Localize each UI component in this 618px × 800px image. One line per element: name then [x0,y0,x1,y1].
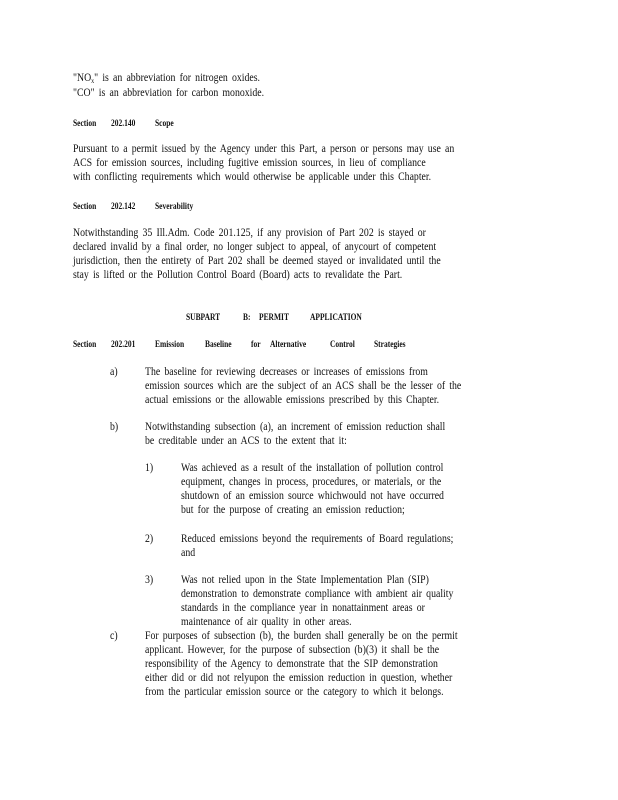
paragraph-line: stay is lifted or the Pollution Control Board (Board) acts to revalidate the Part. [73,269,403,281]
section-title: Severability [155,201,194,212]
subitem-line: standards in the compliance year in nonattainment areas or [181,602,425,614]
subitem-label: 3) [145,574,154,586]
item-label: a) [110,366,118,378]
subpart-letter: B: [243,312,251,323]
section-title-word: Control [330,339,355,350]
def-nox-subscript: x [91,77,95,85]
item-line: responsibility of the Agency to demonstrate that the SIP demonstration [145,658,438,670]
paragraph-line: with conflicting requirements which would otherwise be applicable under this Chapter. [73,171,432,183]
def-nox-text: " is an abbreviation for nitrogen oxides. [94,72,261,84]
section-number: 202.140 [111,118,136,129]
section-title-word: Emission [155,339,185,350]
section-title-word: for [251,339,261,350]
section-number: 202.201 [111,339,136,350]
item-line: Notwithstanding subsection (a), an increment of emission reduction shall [145,421,446,433]
item-line: actual emissions or the allowable emissions prescribed by this Chapter. [145,394,440,406]
item-line: applicant. However, for the purpose of subsection (b)(3) it shall be the [145,644,440,656]
subpart-title-word: PERMIT [259,312,289,323]
section-title-word: Baseline [205,339,232,350]
section-number: 202.142 [111,201,136,212]
subitem-line: and [181,547,196,559]
item-line: The baseline for reviewing decreases or increases of emissions from [145,366,428,378]
subitem-label: 2) [145,533,154,545]
def-nox-prefix: "NO [73,72,92,84]
subitem-label: 1) [145,462,154,474]
item-line: emission sources which are the subject of an ACS shall be the lesser of the [145,380,462,392]
def-co: "CO" is an abbreviation for carbon monoxide. [73,87,265,99]
subitem-line: Was not relied upon in the State Implementation Plan (SIP) [181,574,429,586]
item-label: c) [110,630,118,642]
paragraph-line: declared invalid by a final order, no longer subject to appeal, of anycourt of competent [73,241,437,253]
subitem-line: equipment, changes in process, procedures, or materials, or the [181,476,442,488]
item-label: b) [110,421,119,433]
item-line: For purposes of subsection (b), the burden shall generally be on the permit [145,630,458,642]
section-label: Section [73,118,97,129]
paragraph-line: jurisdiction, then the entirety of Part 202 shall be deemed stayed or invalidated until the [73,255,441,267]
subitem-line: maintenance of air quality in other areas. [181,616,352,628]
item-line: be creditable under an ACS to the extent that it: [145,435,347,447]
subitem-line: Was achieved as a result of the installation of pollution control [181,462,444,474]
subitem-line: demonstration to demonstrate compliance with ambient air quality [181,588,454,600]
subpart-title-word: APPLICATION [310,312,362,323]
subitem-line: shutdown of an emission source whichwould not have occurred [181,490,444,502]
section-title: Scope [155,118,174,129]
paragraph-line: ACS for emission sources, including fugitive emission sources, in lieu of compliance [73,157,426,169]
item-line: either did or did not relyupon the emission reduction in question, whether [145,672,453,684]
paragraph-line: Pursuant to a permit issued by the Agency under this Part, a person or persons may use an [73,143,455,155]
subitem-line: but for the purpose of creating an emission reduction; [181,504,405,516]
item-line: from the particular emission source or the category to which it belongs. [145,686,444,698]
section-title-word: Strategies [374,339,406,350]
subpart-word: SUBPART [186,312,221,323]
section-label: Section [73,339,97,350]
section-title-word: Alternative [270,339,307,350]
section-label: Section [73,201,97,212]
paragraph-line: Notwithstanding 35 Ill.Adm. Code 201.125, if any provision of Part 202 is stayed or [73,227,426,239]
subitem-line: Reduced emissions beyond the requirements of Board regulations; [181,533,454,545]
